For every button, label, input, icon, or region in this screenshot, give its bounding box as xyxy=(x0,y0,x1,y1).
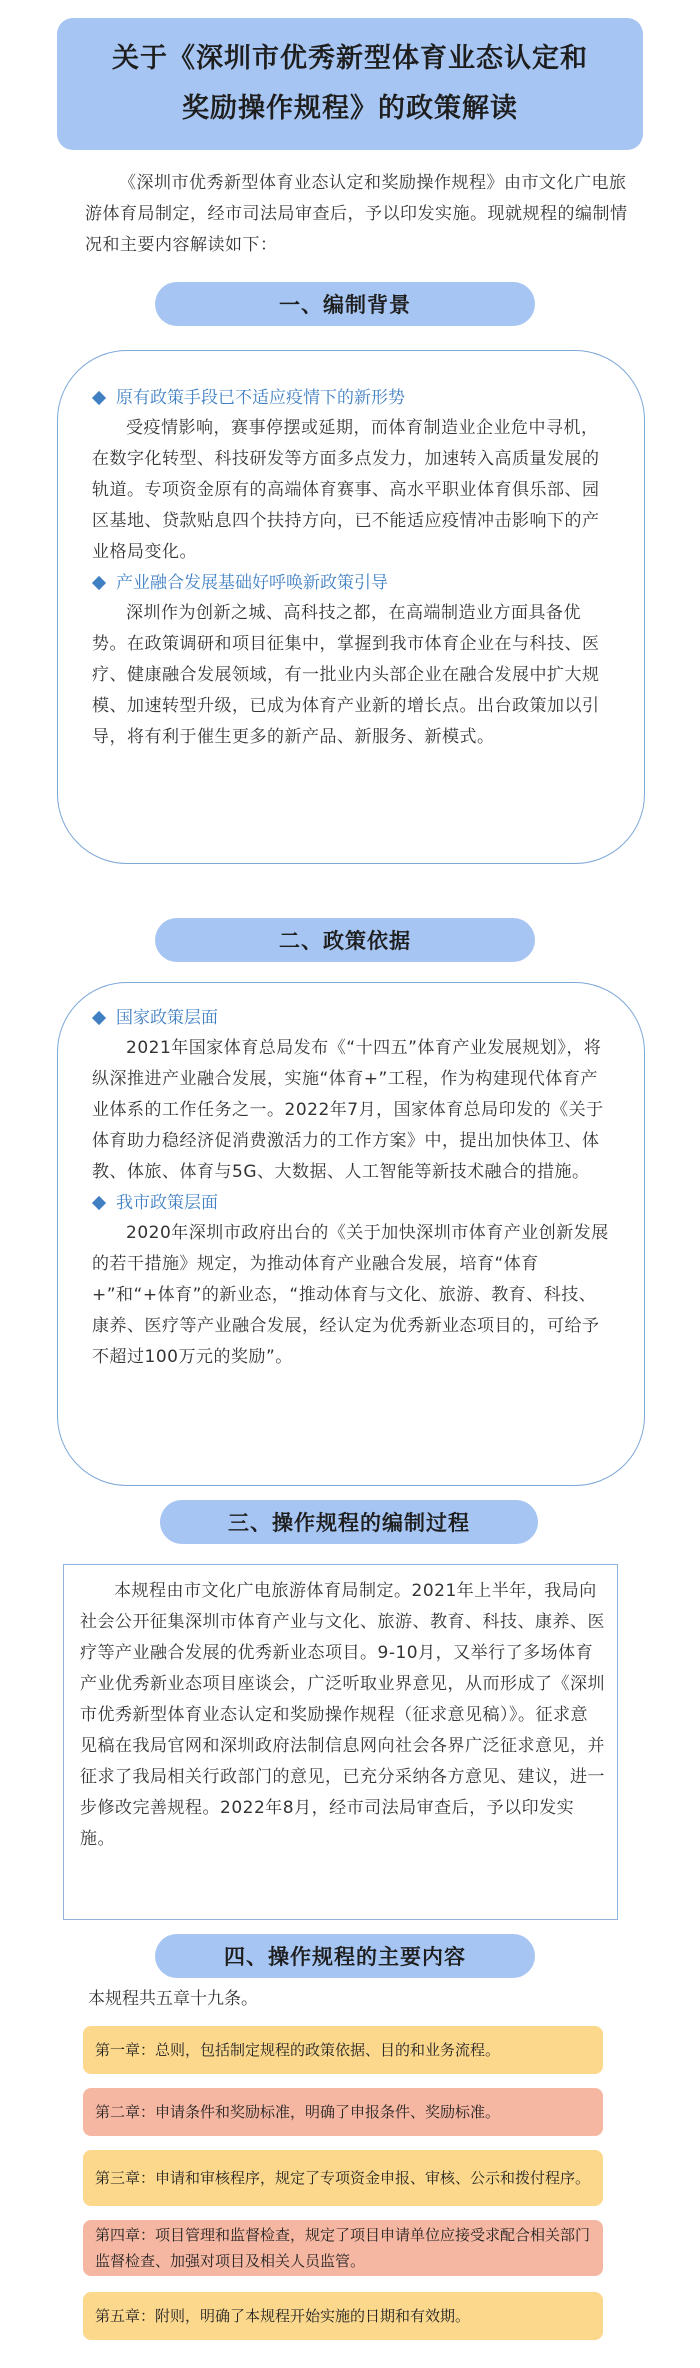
subheading-text: 原有政策手段已不适应疫情下的新形势 xyxy=(116,388,405,408)
chapter-count-text: 本规程共五章十九条。 xyxy=(88,1989,258,2009)
subheading-integration xyxy=(92,568,607,598)
diamond-bullet-icon xyxy=(92,576,106,590)
subheading-old-policy xyxy=(92,383,607,413)
diamond-bullet-icon xyxy=(92,1011,106,1025)
section-heading-content: 四、操作规程的主要内容 xyxy=(155,1934,535,1978)
subheading-text: 我市政策层面 xyxy=(116,1193,218,1213)
page-title-line-1: 关于《深圳市优秀新型体育业态认定和 xyxy=(112,43,588,74)
paragraph-process: 本规程由市文化广电旅游体育局制定。2021年上半年，我局向社会公开征集深圳市体育产业与文化、旅游、教育、科技、康养、医疗等产业融合发展的优秀新业态项目。9-10月，又举行了多场体育产业优秀新业态项目座谈会，广泛听取业界意见，从而形成了《深圳市优秀新型体育业态认定和奖励操作规程（征求意见稿）》。征求意见稿在我局官网和深圳政府法制信息网向社会各界广泛征求意见，并征求了我局相关行政部门的意见，已充分采纳各方意见、建议，进一步修改完善规程。2022年8月，经市司法局审查后，予以印发实施。 xyxy=(80,1581,605,1849)
paragraph-city: 2020年深圳市政府出台的《关于加快深圳市体育产业创新发展的若干措施》规定，为推动体育产业融合发展，培育“体育+”和“+体育”的新业态，“推动体育与文化、旅游、教育、科技、康养、医疗等产业融合发展，经认定为优秀新业态项目的，可给予不超过100万元的奖励”。 xyxy=(92,1223,609,1367)
paragraph-national: 2021年国家体育总局发布《“十四五”体育产业发展规划》，将纵深推进产业融合发展，实施“体育+”工程，作为构建现代体育产业体系的工作任务之一。2022年7月，国家体育总局印发的《关于体育助力稳经济促消费激活力的工作方案》中，提出加快体卫、体教、体旅、体育与5G、大数据、人工智能等新技术融合的措施。 xyxy=(92,1038,604,1182)
section-heading-basis: 二、政策依据 xyxy=(155,918,535,962)
background-content xyxy=(92,383,607,753)
section-heading-background: 一、编制背景 xyxy=(155,282,535,326)
chapter-3-card: 第三章：申请和审核程序，规定了专项资金申报、审核、公示和拨付程序。 xyxy=(83,2150,603,2206)
title-banner xyxy=(57,18,643,150)
policy-basis-content xyxy=(92,1003,612,1373)
section-heading-process: 三、操作规程的编制过程 xyxy=(160,1500,538,1544)
subheading-text: 产业融合发展基础好呼唤新政策引导 xyxy=(116,573,388,593)
chapter-5-card: 第五章：附则，明确了本规程开始实施的日期和有效期。 xyxy=(83,2292,603,2340)
paragraph-old-policy: 受疫情影响，赛事停摆或延期，而体育制造业企业危中寻机，在数字化转型、科技研发等方面多点发力，加速转入高质量发展的轨道。专项资金原有的高端体育赛事、高水平职业体育俱乐部、园区基地、贷款贴息四个扶持方向，已不能适应疫情冲击影响下的产业格局变化。 xyxy=(92,418,600,562)
chapter-1-card: 第一章：总则，包括制定规程的政策依据、目的和业务流程。 xyxy=(83,2026,603,2074)
chapter-4-card: 第四章：项目管理和监督检查，规定了项目申请单位应接受求配合相关部门监督检查、加强对项目及相关人员监管。 xyxy=(83,2220,603,2276)
page-title-line-2: 奖励操作规程》的政策解读 xyxy=(182,93,518,124)
subheading-city xyxy=(92,1188,612,1218)
diamond-bullet-icon xyxy=(92,1196,106,1210)
subheading-text: 国家政策层面 xyxy=(116,1008,218,1028)
intro-paragraph: 《深圳市优秀新型体育业态认定和奖励操作规程》由市文化广电旅游体育局制定，经市司法局审查后，予以印发实施。现就规程的编制情况和主要内容解读如下： xyxy=(85,173,628,255)
chapter-2-card: 第二章：申请条件和奖励标准，明确了申报条件、奖励标准。 xyxy=(83,2088,603,2136)
paragraph-integration: 深圳作为创新之城、高科技之都，在高端制造业方面具备优势。在政策调研和项目征集中，掌握到我市体育企业在与科技、医疗、健康融合发展领域，有一批业内头部企业在融合发展中扩大规模、加速转型升级，已成为体育产业新的增长点。出台政策加以引导，将有利于催生更多的新产品、新服务、新模式。 xyxy=(92,603,600,747)
subheading-national xyxy=(92,1003,612,1033)
diamond-bullet-icon xyxy=(92,391,106,405)
